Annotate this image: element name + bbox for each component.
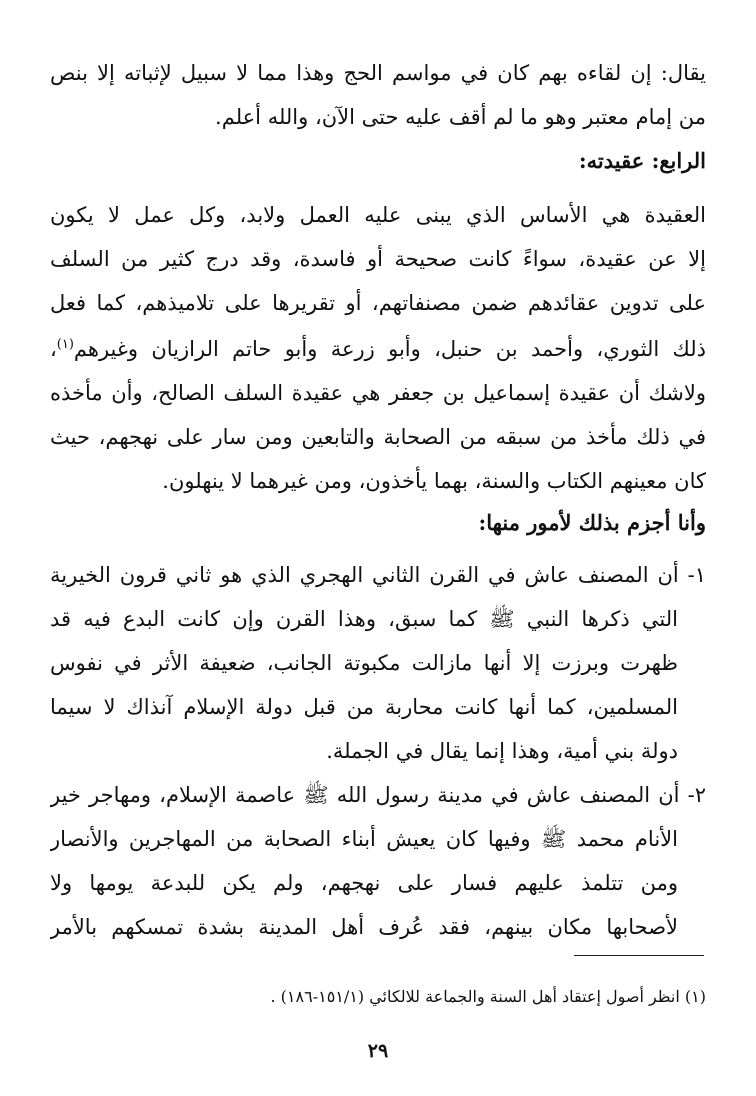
paragraph-line: يقال: إن لقاءه بهم كان في مواسم الحج وهذا مما لا سبيل لإثباته إلا بنص: [50, 61, 706, 85]
page-number: ٢٩: [367, 1040, 389, 1062]
list-item-line: ١- أن المصنف عاش في القرن الثاني الهجري الذي هو ثاني قرون الخيرية: [50, 563, 706, 587]
paragraph-line: إلا عن عقيدة، سواءً كانت صحيحة أو فاسدة، وقد درج كثير من السلف: [50, 247, 706, 271]
list-item-line: الأنام محمد ﷺ وفيها كان يعيش أبناء الصحابة من المهاجرين والأنصار: [50, 827, 678, 851]
list-item-line: ومن تتلمذ عليهم فسار على نهجهم، ولم يكن للبدعة يومها ولا: [50, 871, 678, 895]
paragraph-line-text: ذلك الثوري، وأحمد بن حنبل، وأبو زرعة وأبو حاتم الرازيان وغيرهم: [73, 337, 706, 361]
footnote: (١) انظر أصول إعتقاد أهل السنة والجماعة للالكائي (١٥١/١-١٨٦) .: [270, 987, 706, 1006]
list-item-line: المسلمين، كما أنها كانت محاربة من قبل دولة الإسلام آنذاك لا سيما: [50, 695, 678, 719]
list-item-line: ٢- أن المصنف عاش في مدينة رسول الله ﷺ عاصمة الإسلام، ومهاجر خير: [50, 783, 706, 807]
section-heading: وأنا أجزم بذلك لأمور منها:: [478, 510, 706, 535]
list-item-line: لأصحابها مكان بينهم، فقد عُرف أهل المدينة بشدة تمسكهم بالأمر: [50, 915, 678, 939]
list-item-line: دولة بني أمية، وهذا إنما يقال في الجملة.: [326, 739, 678, 763]
paragraph-line-punct: ،: [50, 337, 57, 361]
paragraph-line: [50, 334, 706, 364]
paragraph-line: كان معينهم الكتاب والسنة، بهما يأخذون، ومن غيرهما لا ينهلون.: [162, 469, 706, 493]
paragraph-line: ولاشك أن عقيدة إسماعيل بن جعفر هي عقيدة السلف الصالح، وأن مأخذه: [50, 381, 706, 405]
footnote-separator: [574, 955, 704, 956]
section-heading: الرابع: عقيدته:: [578, 148, 706, 173]
paragraph-line: من إمام معتبر وهو ما لم أقف عليه حتى الآن، والله أعلم.: [215, 105, 706, 129]
paragraph-line: في ذلك مأخذ من سبقه من الصحابة والتابعين ومن سار على نهجهم، حيث: [50, 425, 706, 449]
list-item-line: التي ذكرها النبي ﷺ كما سبق، وهذا القرن وإن كانت البدع فيه قد: [50, 607, 678, 631]
paragraph-line: العقيدة هي الأساس الذي يبنى عليه العمل ولابد، وكل عمل لا يكون: [50, 203, 706, 227]
paragraph-line: على تدوين عقائدهم ضمن مصنفاتهم، أو تقريرها على تلاميذهم، كما فعل: [50, 291, 706, 315]
list-item-line: ظهرت وبرزت إلا أنها مازالت مكبوتة الجانب، ضعيفة الأثر في نفوس: [50, 651, 678, 675]
footnote-reference: (١): [56, 337, 74, 352]
